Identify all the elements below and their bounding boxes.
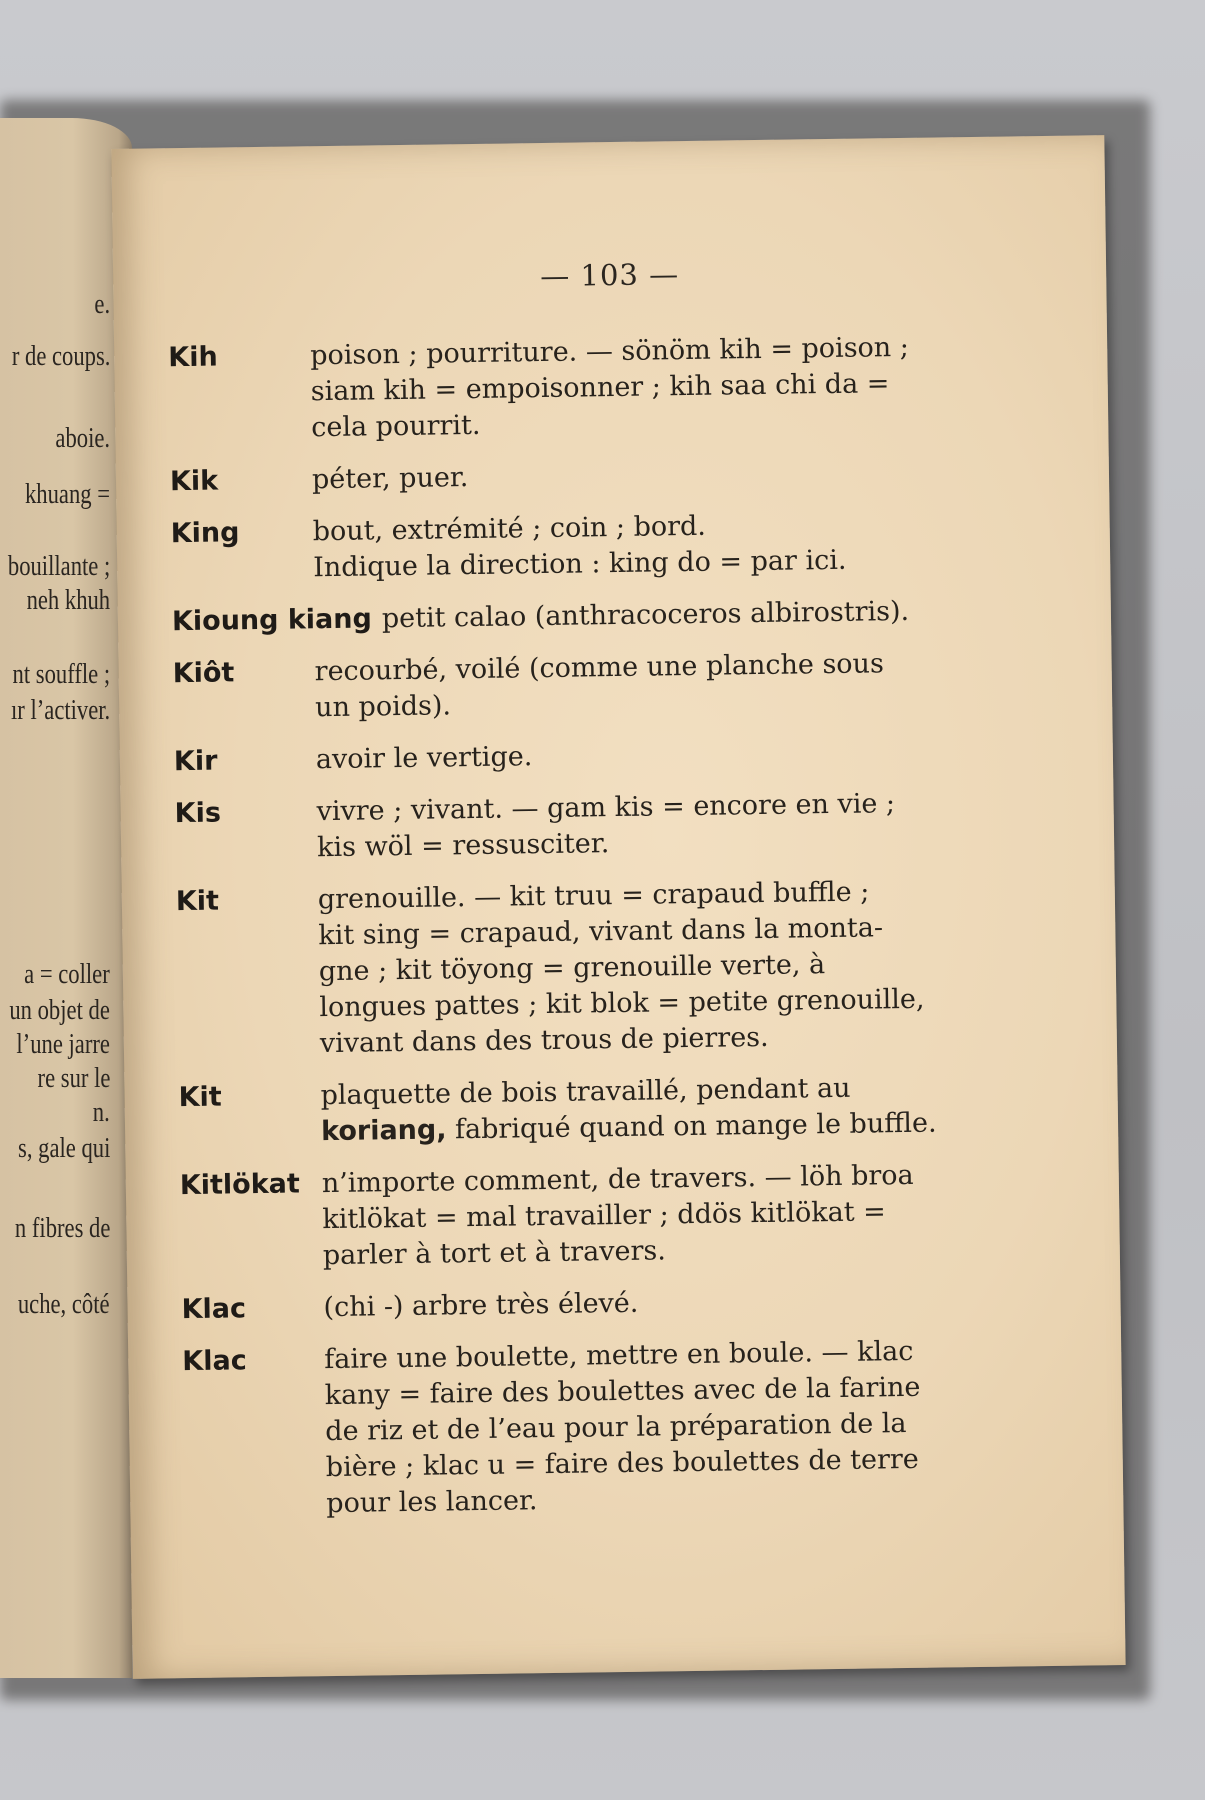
- definition-line: faire une boulette, mettre en boule. — klac: [324, 1335, 914, 1376]
- dictionary-entry: [170, 453, 979, 500]
- left-fragment: e.: [94, 288, 110, 320]
- definition: [318, 873, 987, 1062]
- definition: [323, 1281, 990, 1326]
- cross-reference: koriang,: [320, 1114, 447, 1148]
- dictionary-entry: [182, 1333, 993, 1524]
- left-fragment: n fibres de: [14, 1212, 110, 1244]
- definition: [314, 645, 982, 726]
- definition-line: (chi -) arbre très élevé.: [323, 1287, 639, 1324]
- definition-line: pour les lancer.: [326, 1485, 538, 1520]
- definition: [324, 1333, 993, 1522]
- definition: [312, 505, 980, 586]
- right-page: [111, 135, 1125, 1679]
- definition: [310, 329, 978, 446]
- dictionary-entry: [172, 593, 981, 640]
- left-fragment: khuang =: [24, 478, 110, 510]
- definition-line: parler à tort et à travers.: [322, 1235, 667, 1272]
- left-page: [0, 118, 132, 1678]
- definition-line: kitlökat = mal travailler ; ddös kitlökat =: [322, 1196, 887, 1236]
- left-fragment: neh khuh: [26, 584, 110, 616]
- definition: [316, 785, 984, 866]
- left-fragment: uche, côté: [18, 1288, 110, 1320]
- left-fragment: r de coups.: [11, 340, 110, 372]
- definition-line: vivant dans des trous de pierres.: [319, 1021, 769, 1060]
- dictionary-entry: [174, 785, 984, 868]
- definition-line: péter, puer.: [311, 462, 469, 496]
- dictionary-entry: [178, 1069, 988, 1152]
- headword: Kis: [174, 797, 222, 830]
- definition-line: siam kih = empoisonner ; kih saa chi da =: [310, 368, 890, 408]
- dictionary-entry: [168, 329, 978, 448]
- dictionary-entry: [176, 873, 987, 1064]
- dictionary-entry: [171, 505, 981, 588]
- definition-line: grenouille. — kit truu = crapaud buffle ;: [317, 876, 870, 916]
- left-fragment: ır l’activer.: [10, 694, 110, 726]
- left-fragment: nt souffle ;: [12, 658, 110, 690]
- definition-line: plaquette de bois travaillé, pendant au: [320, 1072, 851, 1112]
- headword: King: [170, 517, 240, 550]
- left-fragment: aboie.: [55, 422, 110, 454]
- definition-line: n’importe comment, de travers. — löh broa: [321, 1159, 914, 1200]
- definition: [172, 593, 981, 640]
- left-fragment: s, gale qui: [17, 1132, 110, 1164]
- left-fragment: bouillante ;: [7, 550, 110, 582]
- headword: Kit: [175, 885, 220, 918]
- headword: Kih: [168, 341, 218, 374]
- dictionary-entry: [172, 645, 982, 728]
- dictionary-entries: [168, 329, 994, 1540]
- definition-line: vivre ; vivant. — gam kis = encore en vie ;: [316, 788, 896, 828]
- page-number: — 103 —: [540, 257, 680, 294]
- definition-line: recourbé, voilé (comme une planche sous: [314, 648, 885, 688]
- definition-line: avoir le vertige.: [315, 741, 533, 776]
- definition: [316, 733, 983, 778]
- headword: Kitlökat: [179, 1168, 301, 1202]
- headword: Kioung kiang: [171, 603, 373, 638]
- definition-line: kany = faire des boulettes avec de la farine: [324, 1371, 921, 1412]
- definition-line: petit calao (anthracoceros albirostris).: [381, 595, 910, 635]
- definition-line: un poids).: [314, 690, 452, 724]
- headword: Kik: [169, 465, 219, 498]
- headword: Klac: [181, 1293, 247, 1326]
- headword: Kir: [173, 745, 218, 778]
- headword: Klac: [182, 1345, 247, 1378]
- definition-text: fabriqué quand on mange le buffle.: [446, 1107, 937, 1146]
- definition: [312, 453, 979, 498]
- left-fragment: re sur le: [37, 1062, 110, 1094]
- definition: [322, 1157, 990, 1274]
- definition-line: kis wöl = ressusciter.: [316, 828, 610, 864]
- left-fragment: a = coller: [24, 958, 110, 990]
- left-fragment: un objet de: [9, 994, 110, 1026]
- headword: Kit: [178, 1081, 222, 1114]
- dictionary-entry: [180, 1157, 990, 1276]
- definition-line: cela pourrit.: [311, 409, 481, 444]
- definition-line: kit sing = crapaud, vivant dans la monta-: [318, 912, 884, 952]
- definition-line: longues pattes ; kit blok = petite grenouille,: [319, 983, 925, 1024]
- headword: Kiôt: [172, 657, 235, 690]
- definition: [320, 1069, 988, 1150]
- definition-line: poison ; pourriture. — sönöm kih = poison ;: [310, 331, 910, 372]
- left-fragment: l’une jarre: [16, 1028, 110, 1060]
- definition-line: bout, extrémité ; coin ; bord.: [312, 510, 707, 548]
- definition-line: de riz et de l’eau pour la préparation de la: [325, 1408, 907, 1448]
- dictionary-entry: [174, 733, 983, 780]
- dictionary-entry: [181, 1281, 990, 1328]
- definition-line: Indique la direction : king do = par ici.: [313, 544, 847, 584]
- definition-line: gne ; kit töyong = grenouille verte, à: [318, 949, 826, 988]
- left-fragment: n.: [93, 1096, 110, 1128]
- definition-line: bière ; klac u = faire des boulettes de terre: [325, 1443, 920, 1484]
